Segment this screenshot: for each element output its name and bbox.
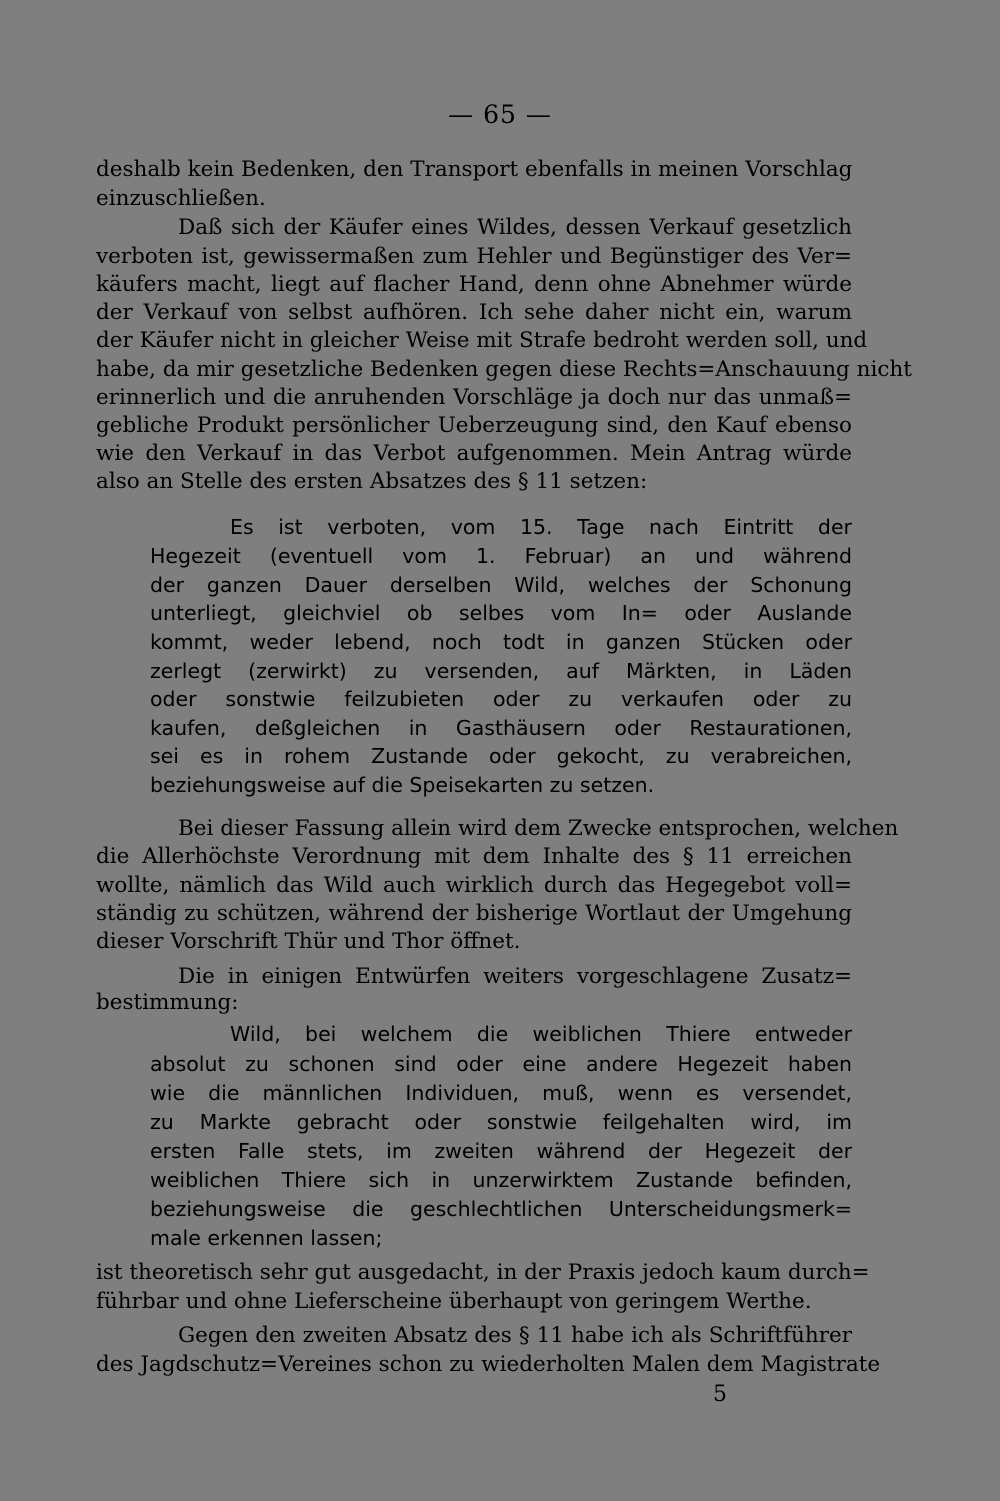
quote-line: beziehungsweise die geschlechtlichen Unterscheidungsmerk= (150, 1197, 852, 1221)
quote-line: zu Markte gebracht oder sonstwie feilgehalten wird, im (150, 1110, 852, 1134)
text-line: deshalb kein Bedenken, den Transport ebenfalls in meinen Vorschlag (96, 157, 853, 182)
quote-line: absolut zu schonen sind oder eine andere Hegezeit haben (150, 1052, 852, 1076)
quote-line: unterliegt, gleichviel ob selbes vom In= oder Auslande (150, 601, 852, 625)
text-line: der Käufer nicht in gleicher Weise mit Strafe bedroht werden soll, und (96, 328, 868, 353)
text-line: Gegen den zweiten Absatz des § 11 habe ich als Schriftführer (178, 1323, 852, 1348)
text-line: ist theoretisch sehr gut ausgedacht, in der Praxis jedoch kaum durch= (96, 1260, 870, 1285)
text-line: dieser Vorschrift Thür und Thor öffnet. (96, 929, 521, 954)
text-line: führbar und ohne Lieferscheine überhaupt von geringem Werthe. (96, 1289, 812, 1314)
text-line: also an Stelle des ersten Absatzes des § 11 setzen: (96, 469, 648, 494)
text-line: wie den Verkauf in das Verbot aufgenommen. Mein Antrag würde (96, 441, 852, 466)
quote-line: kommt, weder lebend, noch todt in ganzen Stücken oder (150, 630, 852, 654)
text-line: Die in einigen Entwürfen weiters vorgeschlagene Zusatz= (178, 964, 852, 989)
quote-line: ersten Falle stets, im zweiten während der Hegezeit der (150, 1139, 852, 1163)
quote-line: sei es in rohem Zustande oder gekocht, zu verabreichen, (150, 744, 852, 768)
text-line: habe, da mir gesetzliche Bedenken gegen diese Rechts=Anschauung nicht (96, 357, 912, 382)
quote-line: zerlegt (zerwirkt) zu versenden, auf Märkten, in Läden (150, 659, 852, 683)
text-line: Bei dieser Fassung allein wird dem Zwecke entsprochen, welchen (178, 816, 899, 841)
quote-line: weiblichen Thiere sich in unzerwirktem Zustande befinden, (150, 1168, 852, 1192)
quote-line: kaufen, deßgleichen in Gasthäusern oder Restaurationen, (150, 716, 852, 740)
quote-line: Wild, bei welchem die weiblichen Thiere entweder (230, 1022, 852, 1046)
text-line: ständig zu schützen, während der bisherige Wortlaut der Umgehung (96, 901, 852, 926)
signature-mark: 5 (713, 1382, 727, 1407)
text-line: gebliche Produkt persönlicher Ueberzeugung sind, den Kauf ebenso (96, 413, 852, 438)
text-line: die Allerhöchste Verordnung mit dem Inhalte des § 11 erreichen (96, 844, 852, 869)
text-line: des Jagdschutz=Vereines schon zu wiederholten Malen dem Magistrate (96, 1352, 881, 1377)
text-line: käufers macht, liegt auf flacher Hand, denn ohne Abnehmer würde (96, 272, 852, 297)
text-line: der Verkauf von selbst aufhören. Ich sehe daher nicht ein, warum (96, 300, 852, 325)
quote-line: der ganzen Dauer derselben Wild, welches der Schonung (150, 573, 852, 597)
text-line: Daß sich der Käufer eines Wildes, dessen Verkauf gesetzlich (178, 215, 852, 240)
quote-line: Es ist verboten, vom 15. Tage nach Eintritt der (230, 515, 852, 539)
quote-line: male erkennen lassen; (150, 1226, 383, 1250)
quote-line: beziehungsweise auf die Speisekarten zu setzen. (150, 773, 655, 797)
text-line: verboten ist, gewissermaßen zum Hehler und Begünstiger des Ver= (96, 244, 852, 269)
text-line: bestimmung: (96, 990, 239, 1015)
quote-line: oder sonstwie feilzubieten oder zu verkaufen oder zu (150, 687, 852, 711)
quote-line: Hegezeit (eventuell vom 1. Februar) an und während (150, 544, 852, 568)
page-number: — 65 — (448, 100, 552, 129)
quote-line: wie die männlichen Individuen, muß, wenn es versendet, (150, 1081, 852, 1105)
text-line: wollte, nämlich das Wild auch wirklich durch das Hegegebot voll= (96, 873, 852, 898)
text-line: erinnerlich und die anruhenden Vorschläge ja doch nur das unmaß= (96, 385, 852, 410)
text-line: einzuschließen. (96, 186, 266, 211)
